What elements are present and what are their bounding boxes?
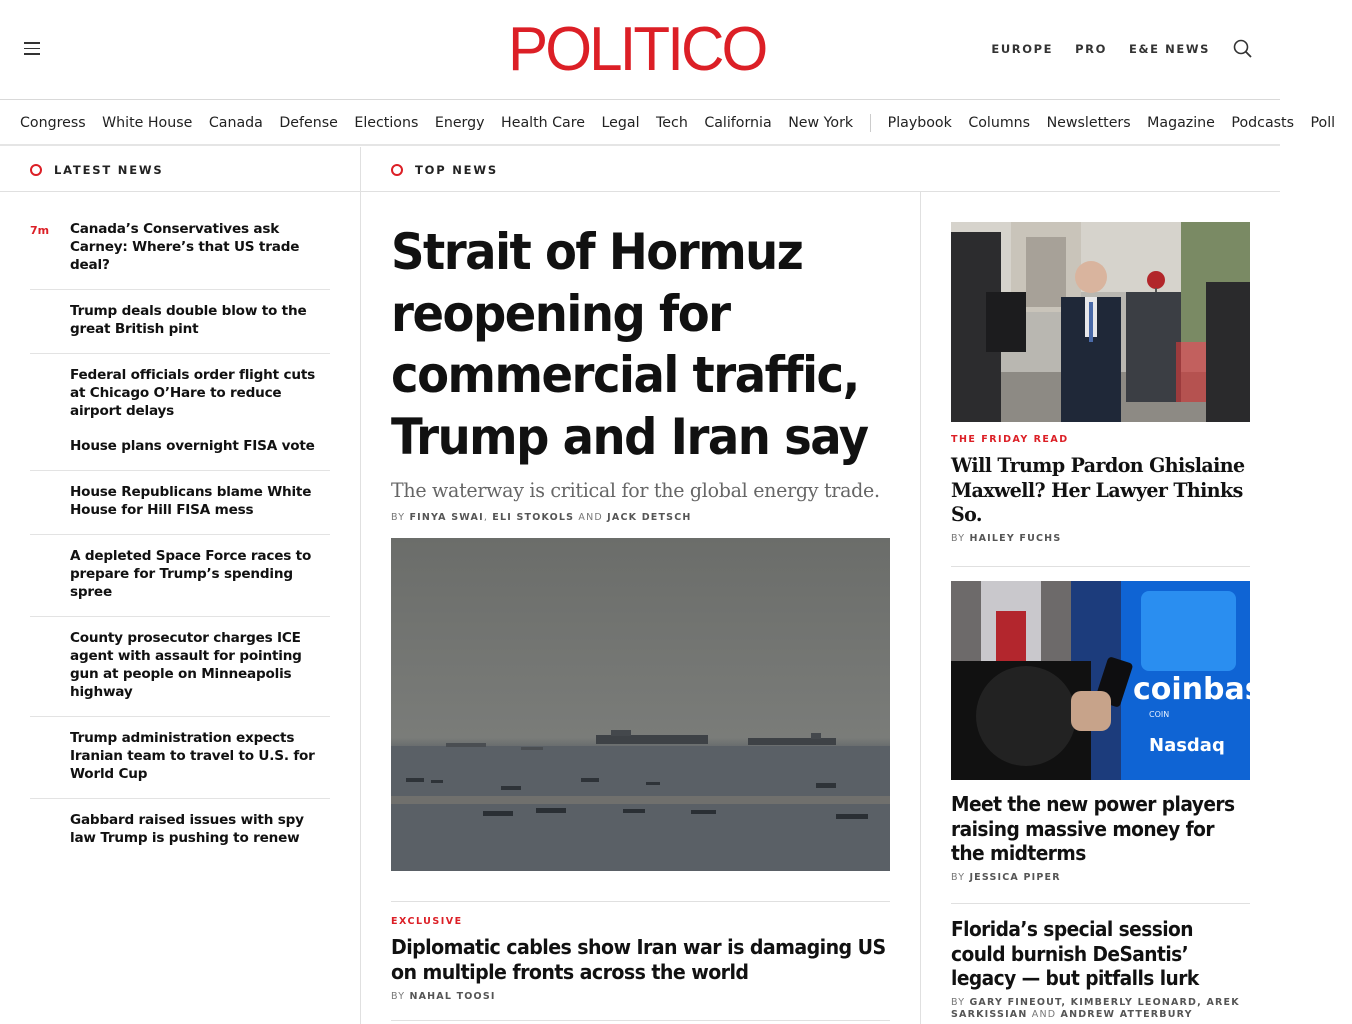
story-headline[interactable]: Florida’s special session could burnish DeSantis’ legacy — but pitfalls lurk [951, 917, 1199, 990]
nav-magazine[interactable]: Magazine [1147, 115, 1215, 131]
latest-news-link[interactable]: County prosecutor charges ICE agent with assault for pointing gun at people on Minneapolis highway [70, 630, 302, 700]
latest-news-link[interactable]: A depleted Space Force races to prepare for Trump’s spending spree [70, 548, 312, 600]
column-divider [360, 147, 361, 1024]
lead-dek: The waterway is critical for the global energy trade. [391, 478, 880, 502]
lead-story-image[interactable] [391, 538, 890, 871]
nav-energy[interactable]: Energy [434, 115, 485, 131]
nav-columns[interactable]: Columns [968, 115, 1031, 131]
latest-news-list [30, 208, 330, 853]
list-item [30, 471, 330, 535]
author-link[interactable]: ANDREW ATTERBURY [1060, 1008, 1193, 1020]
latest-news-link[interactable]: Canada’s Conservatives ask Carney: Where’s that US trade deal? [70, 221, 300, 273]
nav-elections[interactable]: Elections [354, 115, 419, 131]
author-link[interactable]: FINYA SWAI [409, 512, 484, 523]
lead-story [391, 222, 891, 523]
secondary-story [391, 901, 890, 1002]
latest-news-link[interactable]: Federal officials order flight cuts at Chicago O’Hare to reduce airport delays [70, 367, 316, 419]
top-links [991, 42, 1210, 56]
nav-podcasts[interactable]: Podcasts [1231, 115, 1294, 131]
list-item [30, 535, 330, 617]
story-byline: BY JESSICA PIPER [951, 871, 1061, 883]
section-bar [0, 147, 1280, 192]
nav-california[interactable]: California [704, 115, 772, 131]
live-dot-icon [30, 164, 42, 176]
section-nav [0, 101, 1336, 146]
nav-playbook[interactable]: Playbook [887, 115, 952, 131]
timestamp: 7m [30, 224, 50, 237]
hamburger-menu-icon[interactable] [24, 42, 42, 58]
story-image-maxwell-lawyer[interactable] [951, 222, 1250, 422]
latest-news-link[interactable]: House plans overnight FISA vote [70, 438, 315, 454]
list-item [30, 208, 330, 290]
divider [951, 566, 1250, 567]
link-pro[interactable]: PRO [1075, 42, 1107, 56]
svg-text:Nasdaq: Nasdaq [1149, 735, 1225, 756]
author-link[interactable]: JACK DETSCH [607, 512, 692, 523]
divider [951, 903, 1250, 904]
author-link[interactable]: ELI STOKOLS [492, 512, 575, 523]
nav-divider [870, 114, 871, 132]
story-headline[interactable]: Meet the new power players raising massive money for the midterms [951, 792, 1235, 865]
nav-white-house[interactable]: White House [102, 115, 193, 131]
nav-tech[interactable]: Tech [656, 115, 688, 131]
latest-news-link[interactable]: Trump administration expects Iranian team to travel to U.S. for World Cup [70, 730, 315, 782]
story-byline: BY GARY FINEOUT, KIMBERLY LEONARD, AREK SARKISSIAN AND ANDREW ATTERBURY [951, 996, 1240, 1020]
latest-news-link[interactable]: Trump deals double blow to the great British pint [70, 303, 307, 337]
live-dot-icon [391, 164, 403, 176]
latest-news-link[interactable]: House Republicans blame White House for Hill FISA mess [70, 484, 312, 518]
story-kicker: EXCLUSIVE [391, 916, 463, 927]
story-image-coinbase[interactable] [951, 581, 1283, 780]
author-link[interactable]: SARKISSIAN [951, 1008, 1028, 1020]
friday-read-story [951, 434, 1250, 544]
politico-logo[interactable]: POLITICO [508, 15, 766, 84]
coinbase-sign-text: coinbase [1133, 672, 1283, 707]
site-header [0, 0, 1280, 100]
list-item [30, 717, 330, 799]
search-icon[interactable] [1232, 38, 1254, 60]
nav-canada[interactable]: Canada [208, 115, 263, 131]
latest-news-link[interactable]: Gabbard raised issues with spy law Trump is pushing to renew [70, 812, 304, 846]
list-item [30, 427, 330, 471]
midterms-story [951, 792, 1250, 884]
latest-news-label: LATEST NEWS [30, 163, 163, 177]
top-news-label: TOP NEWS [391, 163, 498, 177]
story-byline: BY HAILEY FUCHS [951, 532, 1062, 544]
list-item [30, 799, 330, 853]
lead-byline: BY FINYA SWAI, ELI STOKOLS AND JACK DETSCH [391, 512, 692, 523]
nav-legal[interactable]: Legal [601, 115, 640, 131]
list-item [30, 290, 330, 354]
author-link[interactable]: NAHAL TOOSI [409, 991, 496, 1002]
nav-defense[interactable]: Defense [279, 115, 338, 131]
nav-newsletters[interactable]: Newsletters [1046, 115, 1131, 131]
author-link[interactable]: JESSICA PIPER [969, 871, 1061, 883]
story-byline: BY NAHAL TOOSI [391, 991, 496, 1002]
lead-headline[interactable]: Strait of Hormuz reopening for commercial traffic, Trump and Iran say [391, 223, 868, 466]
story-kicker: THE FRIDAY READ [951, 434, 1069, 445]
divider [391, 1020, 890, 1021]
nav-congress[interactable]: Congress [20, 115, 86, 131]
nav-health-care[interactable]: Health Care [501, 115, 585, 131]
nav-poll[interactable]: Poll [1310, 115, 1336, 131]
story-headline[interactable]: Will Trump Pardon Ghislaine Maxwell? Her Lawyer Thinks So. [951, 453, 1245, 526]
list-item [30, 617, 330, 717]
nav-new-york[interactable]: New York [788, 115, 854, 131]
column-divider [920, 192, 921, 1024]
desantis-story [951, 917, 1250, 1021]
author-link[interactable]: GARY FINEOUT, KIMBERLY LEONARD, AREK [969, 996, 1240, 1008]
list-item [30, 354, 330, 427]
link-europe[interactable]: EUROPE [991, 42, 1054, 56]
svg-text:COIN: COIN [1149, 710, 1170, 719]
author-link[interactable]: HAILEY FUCHS [969, 532, 1062, 544]
link-ee-news[interactable]: E&E NEWS [1129, 42, 1210, 56]
story-headline[interactable]: Diplomatic cables show Iran war is damaging US on multiple fronts across the world [391, 935, 886, 984]
